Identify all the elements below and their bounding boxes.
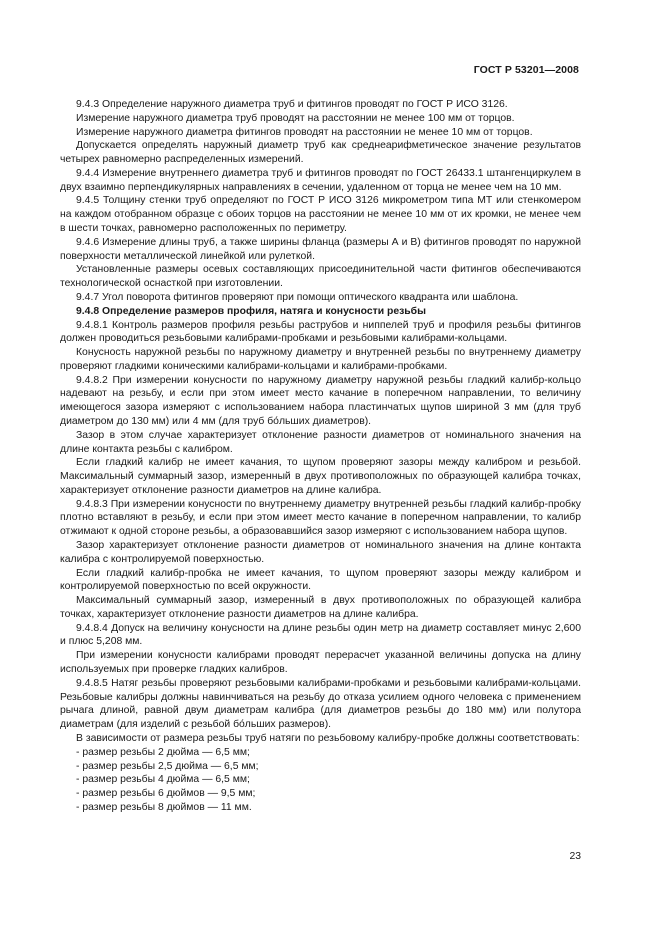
thread-size-list: [60, 746, 581, 815]
paragraph: Зазор характеризует отклонение разности диаметров от номинального значения на длине контакта калибра с контролируемой поверхностью.: [60, 540, 581, 565]
section-heading-9-4-8: 9.4.8 Определение размеров профиля, натяга и конусности резьбы: [76, 305, 426, 317]
paragraph-9-4-8-5: 9.4.8.5 Натяг резьбы проверяют резьбовыми калибрами-пробками и резьбовыми калибрами-кольцами. Резьбовые калибры должны навинчиваться на резьбу до отказа усилием одного человека с применением рычага длиной, равной двум диаметрам калибра (для диаметров резьбы до 180 мм) или полутора диаметрам (для изделий с резьбой бо́льших размеров).: [60, 677, 581, 731]
list-item: - размер резьбы 4 дюйма — 6,5 мм;: [76, 774, 250, 786]
paragraph-9-4-8-4: 9.4.8.4 Допуск на величину конусности на длине резьбы один метр на диаметр составляет минус 2,600 и плюс 5,208 мм.: [60, 622, 581, 648]
list-item: - размер резьбы 6 дюймов — 9,5 мм;: [76, 788, 256, 800]
list-item: - размер резьбы 2 дюйма — 6,5 мм;: [76, 746, 250, 758]
paragraph-9-4-3: 9.4.3 Определение наружного диаметра труб и фитингов проводят по ГОСТ Р ИСО 3126.: [76, 99, 508, 110]
paragraph: В зависимости от размера резьбы труб натяги по резьбовому калибру-пробке должны соответствовать:: [76, 732, 580, 744]
paragraph: Установленные размеры осевых составляющих присоединительной части фитингов обеспечиваются технологической оснасткой при изготовлении.: [60, 264, 581, 290]
paragraph-9-4-4: 9.4.4 Измерение внутреннего диаметра труб и фитингов проводят по ГОСТ 26433.1 штангенциркулем в двух взаимно перпендикулярных направлениях в сечении, удаленном от торца не менее чем на 10 мм.: [60, 167, 581, 193]
paragraph: Если гладкий калибр-пробка не имеет качания, то щупом проверяют зазоры между калибром и контролируемой поверхностью по всей окружности.: [60, 567, 581, 593]
document-body: [60, 98, 581, 815]
paragraph-9-4-8-2: 9.4.8.2 При измерении конусности по наружному диаметру наружной резьбы гладкий калибр-кольцо надевают на резьбу, и если при этом имеет место качание в поперечном направлении, то величину имеющегося зазора измеряют с использованием набора пластинчатых щупов шириной 3 мм (для труб диаметром до 130 мм) или 4 мм (для труб бо́льших диаметров).: [60, 374, 581, 427]
list-item: - размер резьбы 8 дюймов — 11 мм.: [76, 801, 252, 813]
paragraph-9-4-8-1: 9.4.8.1 Контроль размеров профиля резьбы раструбов и ниппелей труб и профиля резьбы фитингов должен проводиться резьбовыми калибрами-пробками и резьбовыми калибрами-кольцами.: [60, 319, 581, 345]
paragraph: Измерение наружного диаметра фитингов проводят на расстоянии не менее 10 мм от торцов.: [76, 126, 533, 138]
paragraph: Допускается определять наружный диаметр труб как среднеарифметическое значение результатов четырех равномерно распределенных измерений.: [60, 140, 581, 166]
paragraph-9-4-5: 9.4.5 Толщину стенки труб определяют по ГОСТ Р ИСО 3126 микрометром типа МТ или стенкомером на каждом отобранном образце с обоих торцов на расстоянии не менее 10 мм от их кромки, не менее чем в шести точках, равномерно расположенных по периметру.: [60, 195, 581, 235]
paragraph: Максимальный суммарный зазор, измеренный в двух противоположных по образующей калибра точках, характеризует отклонение разности диаметров на длине калибра.: [60, 595, 581, 620]
paragraph: Зазор в этом случае характеризует отклонение разности диаметров от номинального значения на длине контакта резьбы с калибром.: [60, 429, 581, 455]
document-header: ГОСТ Р 53201—2008: [473, 64, 579, 76]
paragraph: Если гладкий калибр не имеет качания, то щупом проверяют зазоры между калибром и резьбой. Максимальный суммарный зазор, измеренный в двух противоположных по образующей калибра точках, характеризует отклонение разности диаметров на длине калибра.: [60, 457, 581, 496]
page-number: 23: [569, 851, 581, 862]
paragraph-9-4-6: 9.4.6 Измерение длины труб, а также ширины фланца (размеры А и В) фитингов проводят по наружной поверхности металлической линейкой или рулеткой.: [60, 236, 581, 262]
list-item: - размер резьбы 2,5 дюйма — 6,5 мм;: [76, 760, 259, 772]
paragraph: При измерении конусности калибрами проводят перерасчет указанной величины допуска на длину используемых при проверке гладких калибров.: [60, 650, 581, 676]
paragraph: Конусность наружной резьбы по наружному диаметру и внутренней резьбы по внутреннему диаметру проверяют гладкими коническими калибрами-кольцами и калибрами-пробками.: [60, 347, 581, 372]
paragraph-9-4-8-3: 9.4.8.3 При измерении конусности по внутреннему диаметру внутренней резьбы гладкий калибр-пробку плотно вставляют в резьбу, и если при этом имеет место качание в поперечном направлении, то калибр отжимают к одной стороне резьбы, а образовавшийся зазор измеряют с использованием набора щупов.: [60, 498, 581, 538]
paragraph-9-4-7: 9.4.7 Угол поворота фитингов проверяют при помощи оптического квадранта или шаблона.: [76, 291, 519, 303]
paragraph: Измерение наружного диаметра труб проводят на расстоянии не менее 100 мм от торцов.: [76, 112, 515, 124]
